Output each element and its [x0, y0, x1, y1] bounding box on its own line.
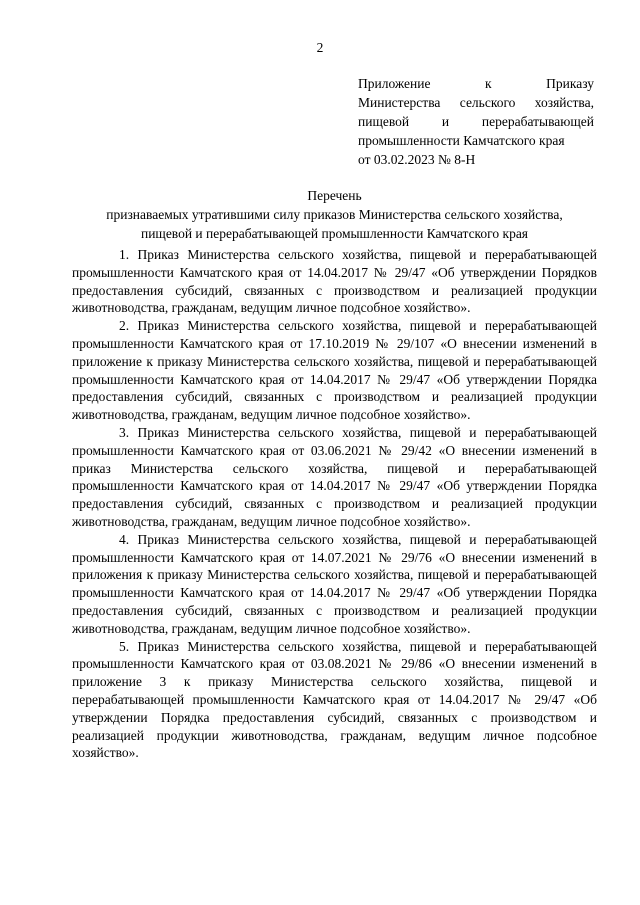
title-line-1: признаваемых утратившими силу приказов Министерства сельского хозяйства,: [106, 207, 563, 222]
list-item: 1. Приказ Министерства сельского хозяйства, пищевой и перерабатывающей промышленности Камчатского края от 14.04.2017 № 29/47 «Об утверждении Порядков предоставления субсидий, связанных с производством и реализацией продукции животноводства, гражданам, ведущим личное подсобное хозяйство».: [72, 247, 597, 316]
list-item: 3. Приказ Министерства сельского хозяйства, пищевой и перерабатывающей промышленности Камчатского края от 03.06.2021 № 29/42 «О внесении изменений в приказ Министерства сельского хозяйства, пищевой и перерабатывающей промышленности Камчатского края от 14.04.2017 № 29/47 «Об утверждении Порядка предоставления субсидий, связанных с производством и реализацией продукции животноводства, гражданам, ведущим личное подсобное хозяйство».: [72, 424, 597, 529]
list-item: 4. Приказ Министерства сельского хозяйства, пищевой и перерабатывающей промышленности Камчатского края от 14.07.2021 № 29/76 «О внесении изменений в приложения к приказу Министерства сельского хозяйства, пищевой и перерабатывающей промышленности Камчатского края от 14.04.2017 № 29/47 «Об утверждении Порядка предоставления субсидий, связанных с производством и реализацией продукции животноводства, гражданам, ведущим личное подсобное хозяйство».: [72, 531, 597, 636]
list-item: 2. Приказ Министерства сельского хозяйства, пищевой и перерабатывающей промышленности Камчатского края от 17.10.2019 № 29/107 «О внесении изменений в приложение к приказу Министерства сельского хозяйства, пищевой и перерабатывающей промышленности Камчатского края от 14.04.2017 № 29/47 «Об утверждении Порядка предоставления субсидий, связанных с производством и реализацией продукции животноводства, гражданам, ведущим личное подсобное хозяйство».: [72, 318, 597, 423]
list-item: 5. Приказ Министерства сельского хозяйства, пищевой и перерабатывающей промышленности Камчатского края от 03.08.2021 № 29/86 «О внесении изменений в приложение 3 к приказу Министерства сельского хозяйства, пищевой и перерабатывающей промышленности Камчатского края от 14.04.2017 № 29/47 «Об утверждении Порядка предоставления субсидий, связанных с производством и реализацией продукции животноводства, гражданам, ведущим личное подсобное хозяйство».: [72, 638, 597, 761]
attachment-block: [358, 74, 594, 169]
attachment-line: Приложение к Приказу: [358, 76, 594, 91]
document-title: [72, 186, 597, 243]
attachment-date: от 03.02.2023 № 8-Н: [358, 152, 476, 167]
title-heading: Перечень: [307, 188, 362, 203]
attachment-line: промышленности Камчатского края: [358, 133, 565, 148]
title-line-2: пищевой и перерабатывающей промышленности Камчатского края: [140, 226, 529, 241]
order-list: [72, 246, 597, 762]
attachment-line: пищевой и перерабатывающей: [358, 114, 594, 129]
page-number: 2: [316, 40, 324, 55]
attachment-line: Министерства сельского хозяйства,: [358, 95, 594, 110]
